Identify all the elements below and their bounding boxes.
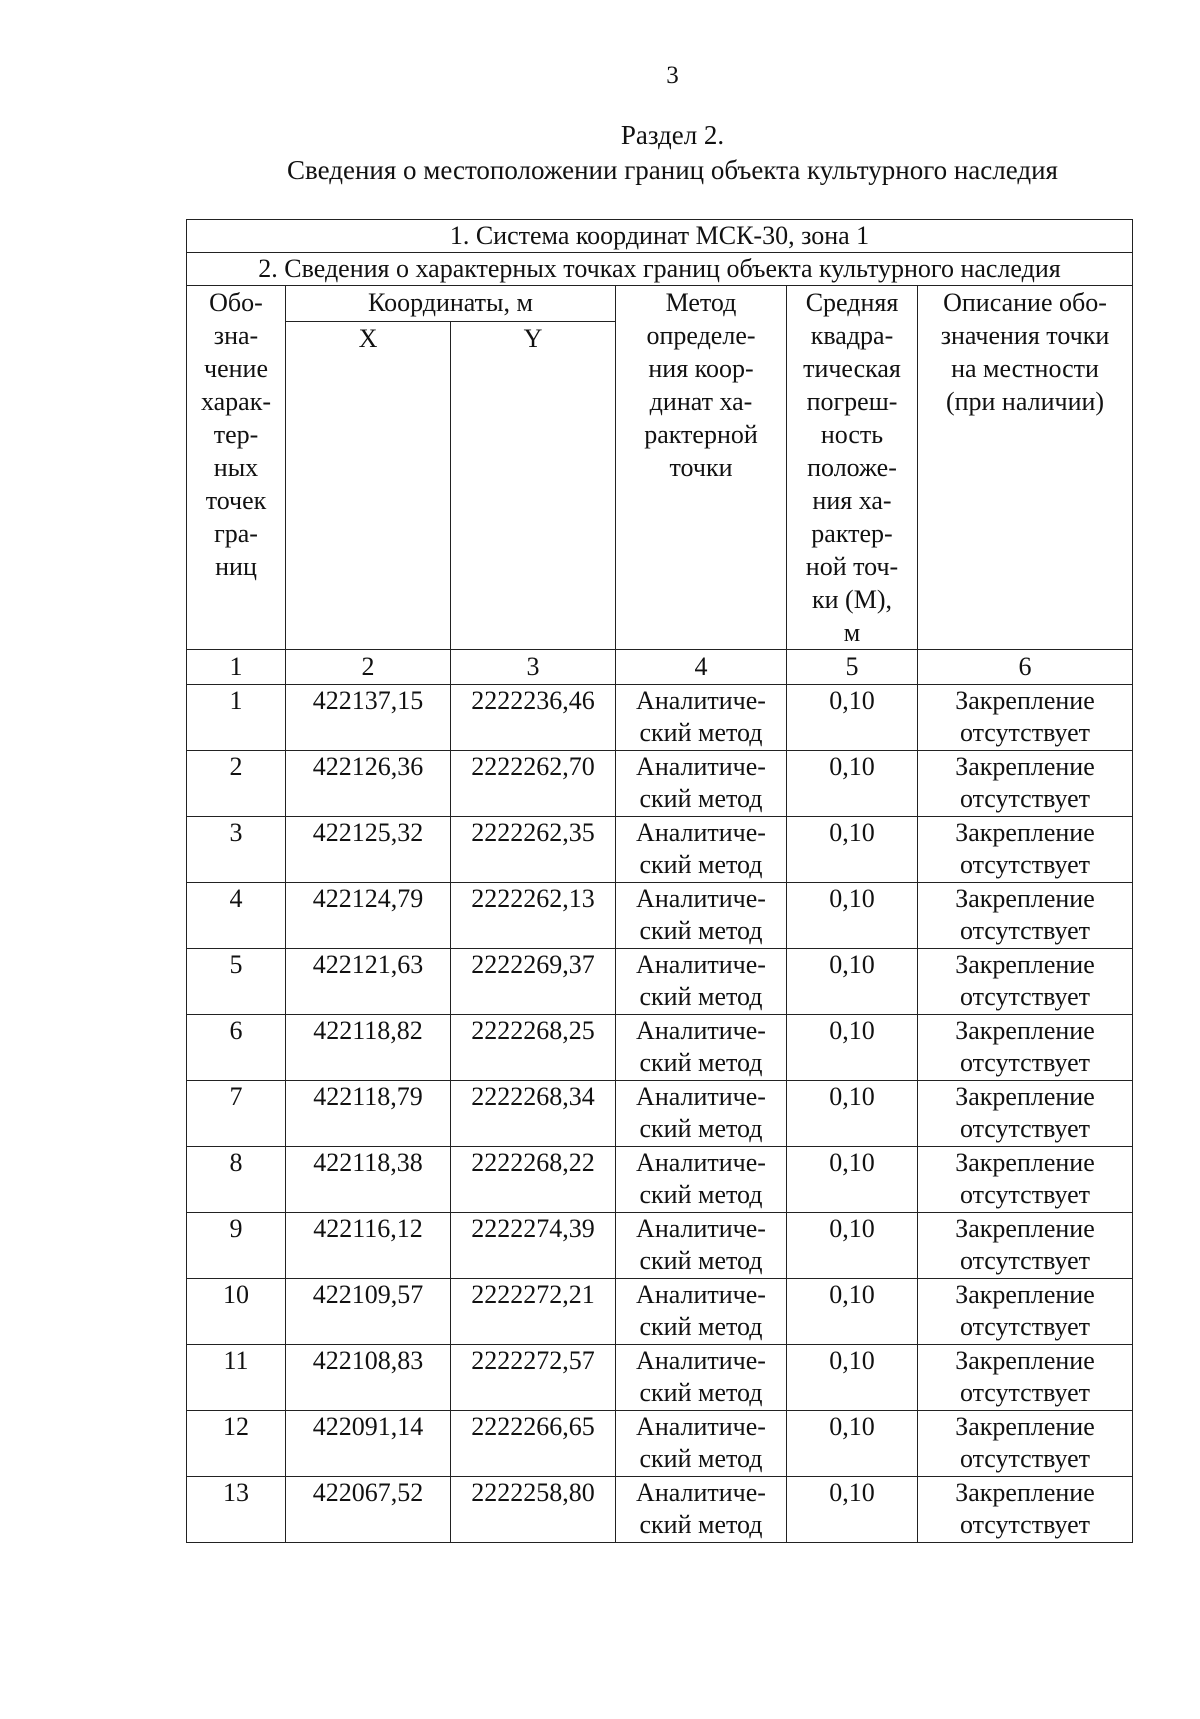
text-line: Аналитиче- (636, 686, 766, 715)
text-line: ский метод (639, 982, 763, 1011)
text-line: Аналитиче- (636, 950, 766, 979)
x-coordinate-cell: 422125,32 (286, 817, 451, 883)
text-line: харак- (200, 387, 272, 416)
text-line: м (843, 618, 861, 647)
x-coordinate-cell: 422124,79 (286, 883, 451, 949)
designation-header (187, 286, 286, 650)
description-cell (918, 685, 1133, 751)
table-row (187, 1411, 1133, 1477)
coordinate-system-heading: 1. Система координат МСК-30, зона 1 (187, 220, 1133, 253)
y-header: Y (451, 321, 616, 649)
text-line: ность (820, 420, 884, 449)
description-cell (918, 1147, 1133, 1213)
text-line: Средняя (805, 288, 899, 317)
text-line: ский метод (639, 1048, 763, 1077)
description-cell (918, 883, 1133, 949)
table-row (187, 1213, 1133, 1279)
error-cell: 0,10 (787, 751, 918, 817)
y-coordinate-cell: 2222262,13 (451, 883, 616, 949)
table-row (187, 1015, 1133, 1081)
column-number: 4 (616, 650, 787, 685)
text-line: ский метод (639, 1246, 763, 1275)
table-row (187, 1345, 1133, 1411)
coordinates-header: Координаты, м (286, 286, 616, 322)
boundary-points-table (186, 219, 1133, 1543)
text-line: рактерной (644, 420, 758, 449)
column-number: 5 (787, 650, 918, 685)
table-row (187, 1147, 1133, 1213)
x-header: X (286, 321, 451, 649)
text-line: Аналитиче- (636, 1346, 766, 1375)
point-number-cell: 6 (187, 1015, 286, 1081)
text-line: ниц (215, 552, 257, 581)
column-number: 3 (451, 650, 616, 685)
y-coordinate-cell: 2222272,21 (451, 1279, 616, 1345)
y-coordinate-cell: 2222258,80 (451, 1477, 616, 1543)
column-numbers-row (187, 650, 1133, 685)
text-line: Закрепление (955, 1478, 1095, 1507)
text-line: Аналитиче- (636, 1478, 766, 1507)
section-title: Раздел 2. (620, 120, 725, 150)
error-cell: 0,10 (787, 949, 918, 1015)
x-coordinate-cell: 422118,38 (286, 1147, 451, 1213)
point-number-cell: 5 (187, 949, 286, 1015)
point-number-cell: 4 (187, 883, 286, 949)
text-line: динат ха- (649, 387, 753, 416)
y-coordinate-cell: 2222262,35 (451, 817, 616, 883)
point-number-cell: 1 (187, 685, 286, 751)
description-cell (918, 1213, 1133, 1279)
table-row (187, 1081, 1133, 1147)
text-line: ский метод (639, 784, 763, 813)
table-row (187, 883, 1133, 949)
method-cell (616, 751, 787, 817)
text-line: Закрепление (955, 950, 1095, 979)
text-line: Закрепление (955, 1082, 1095, 1111)
y-coordinate-cell: 2222268,22 (451, 1147, 616, 1213)
description-cell (918, 949, 1133, 1015)
description-header (918, 286, 1133, 650)
text-line: определе- (646, 321, 756, 350)
table-row (187, 1477, 1133, 1543)
x-coordinate-cell: 422108,83 (286, 1345, 451, 1411)
text-line: отсутствует (959, 1312, 1091, 1341)
method-cell (616, 1477, 787, 1543)
text-line: ский метод (639, 1114, 763, 1143)
text-line: Аналитиче- (636, 1214, 766, 1243)
text-line: ский метод (639, 1378, 763, 1407)
method-cell (616, 685, 787, 751)
text-line: ский метод (639, 718, 763, 747)
text-line: квадра- (810, 321, 894, 350)
text-line: Закрепление (955, 686, 1095, 715)
text-line: ский метод (639, 1312, 763, 1341)
text-line: зна- (213, 321, 259, 350)
point-number-cell: 9 (187, 1213, 286, 1279)
text-line: Метод (665, 288, 737, 317)
table-row (187, 685, 1133, 751)
text-line: отсутствует (959, 1114, 1091, 1143)
text-line: Аналитиче- (636, 1082, 766, 1111)
error-cell: 0,10 (787, 1279, 918, 1345)
error-cell: 0,10 (787, 1213, 918, 1279)
text-line: точки (669, 453, 733, 482)
text-line: на местности (951, 354, 1099, 383)
point-number-cell: 2 (187, 751, 286, 817)
table-row (187, 949, 1133, 1015)
x-coordinate-cell: 422109,57 (286, 1279, 451, 1345)
text-line: погреш- (806, 387, 898, 416)
text-line: ский метод (639, 1510, 763, 1539)
text-line: точек (205, 486, 267, 515)
text-line: Аналитиче- (636, 884, 766, 913)
text-line: рактер- (811, 519, 893, 548)
text-line: отсутствует (959, 982, 1091, 1011)
error-cell: 0,10 (787, 883, 918, 949)
text-line: отсутствует (959, 1048, 1091, 1077)
text-line: Аналитиче- (636, 1148, 766, 1177)
point-number-cell: 8 (187, 1147, 286, 1213)
description-cell (918, 1081, 1133, 1147)
description-cell (918, 817, 1133, 883)
method-cell (616, 1411, 787, 1477)
description-cell (918, 1279, 1133, 1345)
x-coordinate-cell: 422091,14 (286, 1411, 451, 1477)
text-line: ной точ- (805, 552, 899, 581)
text-line: Закрепление (955, 1214, 1095, 1243)
point-number-cell: 11 (187, 1345, 286, 1411)
point-number-cell: 7 (187, 1081, 286, 1147)
y-coordinate-cell: 2222268,25 (451, 1015, 616, 1081)
description-cell (918, 751, 1133, 817)
text-line: ния ха- (812, 486, 892, 515)
text-line: Аналитиче- (636, 818, 766, 847)
point-number-cell: 10 (187, 1279, 286, 1345)
y-coordinate-cell: 2222269,37 (451, 949, 616, 1015)
method-header (616, 286, 787, 650)
point-number-cell: 13 (187, 1477, 286, 1543)
points-heading: 2. Сведения о характерных точках границ объекта культурного наследия (187, 253, 1133, 286)
x-coordinate-cell: 422116,12 (286, 1213, 451, 1279)
text-line: тическая (803, 354, 901, 383)
table-row (187, 751, 1133, 817)
text-line: (при наличии) (945, 387, 1105, 416)
description-cell (918, 1411, 1133, 1477)
y-coordinate-cell: 2222274,39 (451, 1213, 616, 1279)
y-coordinate-cell: 2222236,46 (451, 685, 616, 751)
x-coordinate-cell: 422137,15 (286, 685, 451, 751)
section-subtitle: Сведения о местоположении границ объекта культурного наследия (287, 155, 1058, 185)
text-line: Описание обо- (943, 288, 1107, 317)
description-cell (918, 1015, 1133, 1081)
text-line: ния коор- (648, 354, 754, 383)
error-cell: 0,10 (787, 1147, 918, 1213)
error-cell: 0,10 (787, 1081, 918, 1147)
text-line: Аналитиче- (636, 1016, 766, 1045)
method-cell (616, 1081, 787, 1147)
x-coordinate-cell: 422118,82 (286, 1015, 451, 1081)
y-coordinate-cell: 2222272,57 (451, 1345, 616, 1411)
method-cell (616, 1279, 787, 1345)
y-coordinate-cell: 2222262,70 (451, 751, 616, 817)
x-coordinate-cell: 422126,36 (286, 751, 451, 817)
text-line: Аналитиче- (636, 752, 766, 781)
text-line: ский метод (639, 1444, 763, 1473)
method-cell (616, 1213, 787, 1279)
text-line: значения точки (940, 321, 1110, 350)
text-line: Закрепление (955, 1148, 1095, 1177)
y-coordinate-cell: 2222268,34 (451, 1081, 616, 1147)
method-cell (616, 883, 787, 949)
method-cell (616, 1147, 787, 1213)
point-number-cell: 12 (187, 1411, 286, 1477)
text-line: отсутствует (959, 718, 1091, 747)
y-coordinate-cell: 2222266,65 (451, 1411, 616, 1477)
text-line: тер- (213, 420, 259, 449)
text-line: отсутствует (959, 1378, 1091, 1407)
error-cell: 0,10 (787, 817, 918, 883)
text-line: отсутствует (959, 916, 1091, 945)
text-line: Закрепление (955, 884, 1095, 913)
text-line: чение (204, 354, 268, 383)
column-number: 1 (187, 650, 286, 685)
method-cell (616, 949, 787, 1015)
column-number: 2 (286, 650, 451, 685)
text-line: Аналитиче- (636, 1280, 766, 1309)
text-line: ский метод (639, 850, 763, 879)
error-cell: 0,10 (787, 1015, 918, 1081)
method-cell (616, 817, 787, 883)
text-line: Аналитиче- (636, 1412, 766, 1441)
x-coordinate-cell: 422118,79 (286, 1081, 451, 1147)
table-row (187, 1279, 1133, 1345)
text-line: отсутствует (959, 1246, 1091, 1275)
text-line: Закрепление (955, 818, 1095, 847)
text-line: Закрепление (955, 1346, 1095, 1375)
point-number-cell: 3 (187, 817, 286, 883)
x-coordinate-cell: 422067,52 (286, 1477, 451, 1543)
text-line: Обо- (209, 288, 263, 317)
text-line: положе- (807, 453, 897, 482)
page-number: 3 (666, 62, 679, 89)
text-line: Закрепление (955, 1412, 1095, 1441)
method-cell (616, 1345, 787, 1411)
error-header (787, 286, 918, 650)
x-coordinate-cell: 422121,63 (286, 949, 451, 1015)
error-cell: 0,10 (787, 1345, 918, 1411)
column-number: 6 (918, 650, 1133, 685)
text-line: отсутствует (959, 1444, 1091, 1473)
error-cell: 0,10 (787, 1477, 918, 1543)
error-cell: 0,10 (787, 685, 918, 751)
error-cell: 0,10 (787, 1411, 918, 1477)
table-row (187, 817, 1133, 883)
text-line: Закрепление (955, 1280, 1095, 1309)
text-line: отсутствует (959, 784, 1091, 813)
text-line: Закрепление (955, 752, 1095, 781)
text-line: ский метод (639, 916, 763, 945)
text-line: отсутствует (959, 1180, 1091, 1209)
description-cell (918, 1345, 1133, 1411)
method-cell (616, 1015, 787, 1081)
text-line: отсутствует (959, 1510, 1091, 1539)
text-line: гра- (214, 519, 258, 548)
text-line: ский метод (639, 1180, 763, 1209)
text-line: ки (М), (812, 585, 892, 614)
text-line: отсутствует (959, 850, 1091, 879)
text-line: ных (213, 453, 259, 482)
description-cell (918, 1477, 1133, 1543)
text-line: Закрепление (955, 1016, 1095, 1045)
